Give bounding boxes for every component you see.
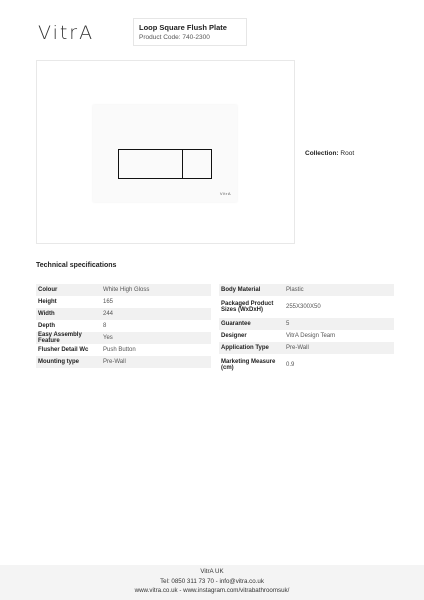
spec-table-left [36, 284, 211, 368]
spec-label: Marketing Measure (cm) [221, 359, 276, 371]
footer-links[interactable]: www.vitra.co.uk - www.instagram.com/vitrabathroomsuk/ [134, 587, 290, 594]
spec-row [36, 356, 211, 368]
spec-value: Pre-Wall [103, 359, 126, 365]
product-code: Product Code: 740-2300 [139, 34, 210, 41]
spec-value: White High Gloss [103, 287, 150, 293]
spec-label: Height [38, 299, 57, 305]
spec-value: 0.9 [286, 362, 295, 368]
spec-row [219, 284, 394, 296]
spec-label: Depth [38, 323, 55, 329]
product-title: Loop Square Flush Plate [139, 23, 227, 32]
plate-brand-mark: VitrA [219, 191, 231, 196]
spec-row [219, 354, 394, 376]
spec-value: Push Button [103, 347, 136, 353]
spec-value: 8 [103, 323, 107, 329]
spec-row [219, 330, 394, 342]
spec-label: Body Material [221, 287, 261, 293]
spec-row [36, 320, 211, 332]
spec-value: 244 [103, 311, 114, 317]
collection-label: Collection: [305, 150, 339, 157]
spec-table-right [219, 284, 394, 376]
spec-row [36, 308, 211, 320]
brand-logo: VitrA [38, 22, 95, 44]
spec-value: Plastic [286, 287, 304, 293]
spec-row [36, 284, 211, 296]
flush-plate-image [93, 105, 237, 202]
spec-row [219, 318, 394, 330]
spec-value: 165 [103, 299, 114, 305]
spec-value: VitrA Design Team [286, 333, 336, 339]
spec-label: Mounting type [38, 359, 79, 365]
footer-contact: Tel: 0850 311 73 70 - info@vitra.co.uk [160, 577, 264, 585]
spec-value: Pre-Wall [286, 345, 309, 351]
spec-row [36, 344, 211, 356]
spec-row [36, 296, 211, 308]
spec-label: Packaged Product Sizes (WxDxH) [221, 301, 274, 313]
product-header [133, 18, 247, 46]
footer-company: VitrA UK [200, 568, 224, 575]
spec-row [219, 296, 394, 318]
flush-button-large [118, 149, 183, 179]
footer [0, 565, 424, 600]
spec-row [219, 342, 394, 354]
spec-label: Guarantee [221, 321, 251, 327]
collection-info [305, 150, 354, 157]
product-image-frame [36, 60, 295, 244]
spec-value: Yes [103, 335, 113, 341]
spec-value: 255X300X50 [286, 304, 321, 310]
collection-value: Root [340, 150, 355, 157]
spec-value: 5 [286, 321, 290, 327]
spec-row [36, 332, 211, 344]
spec-label: Flusher Detail Wc [38, 347, 89, 353]
spec-label: Width [38, 311, 55, 317]
spec-label: Easy Assembly Feature [38, 332, 82, 344]
flush-button-small [182, 149, 212, 179]
spec-label: Application Type [221, 345, 269, 351]
spec-label: Colour [38, 287, 58, 293]
section-title: Technical specifications [36, 262, 117, 269]
spec-label: Designer [221, 333, 247, 339]
